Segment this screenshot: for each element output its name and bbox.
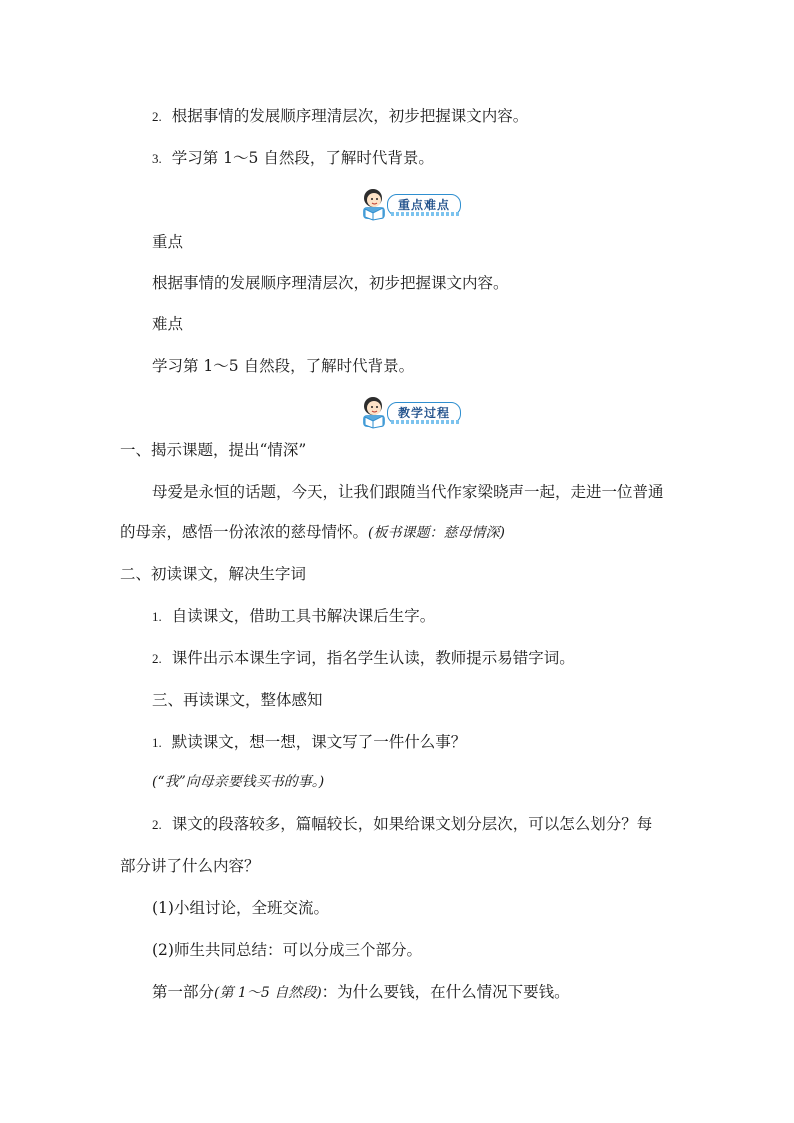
item-text: 自读课文，借助工具书解决课后生字。	[171, 607, 436, 625]
teaching-process-label: 教学过程	[387, 402, 461, 424]
item-text: 课文的段落较多，篇幅较长，如果给课文划分层次，可以怎么划分？每	[171, 815, 653, 833]
section-3-sub-2: (2)师生共同总结：可以分成三个部分。	[152, 941, 422, 959]
section-3-item-2-line-1	[152, 814, 652, 835]
section-3-item-1-answer: (“我”向母亲要钱买书的事。)	[152, 774, 325, 790]
key-points-banner	[357, 187, 465, 221]
section-3-item-2-line-2: 部分讲了什么内容？	[120, 857, 260, 875]
item-text: 学习第 1～5 自然段，了解时代背景。	[171, 149, 434, 167]
difficult-heading: 难点	[152, 315, 184, 333]
section-2-item-1	[152, 606, 435, 627]
item-text: 课件出示本课生字词，指名学生认读，教师提示易错字词。	[171, 649, 575, 667]
section-3-item-1	[152, 732, 466, 753]
section-1-title: 一、揭示课题，提出“情深”	[120, 441, 307, 459]
section-2-title: 二、初读课文，解决生字词	[120, 565, 307, 583]
teaching-process-banner	[357, 395, 465, 429]
part-1-line: 第一部分(第 1～5 自然段)：为什么要钱，在什么情况下要钱。	[152, 983, 570, 1001]
part-1-range: (第 1～5 自然段)	[214, 985, 322, 1001]
key-points-label: 重点难点	[387, 194, 461, 216]
banner-stripe	[391, 212, 461, 216]
item-number: 2.	[152, 651, 162, 666]
item-number: 3.	[152, 151, 162, 166]
section-3-sub-1: (1)小组讨论，全班交流。	[152, 899, 329, 917]
goal-item-2	[152, 106, 528, 127]
key-heading: 重点	[152, 233, 184, 251]
item-number: 1.	[152, 609, 162, 624]
item-text: 根据事情的发展顺序理清层次，初步把握课文内容。	[171, 107, 529, 125]
section-1-paragraph-line-1: 母爱是永恒的话题，今天，让我们跟随当代作家梁晓声一起，走进一位普通	[152, 483, 664, 501]
item-number: 2.	[152, 109, 162, 124]
item-text: 默读课文，想一想，课文写了一件什么事？	[171, 733, 467, 751]
difficult-text: 学习第 1～5 自然段，了解时代背景。	[152, 357, 415, 375]
item-number: 1.	[152, 735, 162, 750]
section-3-title: 三、再读课文，整体感知	[152, 691, 323, 709]
banner-stripe	[391, 420, 461, 424]
item-number: 2.	[152, 817, 162, 832]
section-1-paragraph-line-2: 的母亲，感悟一份浓浓的慈母情怀。(板书课题：慈母情深)	[120, 523, 505, 541]
section-2-item-2	[152, 648, 575, 669]
goal-item-3	[152, 148, 434, 169]
key-text: 根据事情的发展顺序理清层次，初步把握课文内容。	[152, 274, 509, 292]
board-note: (板书课题：慈母情深)	[368, 525, 505, 541]
